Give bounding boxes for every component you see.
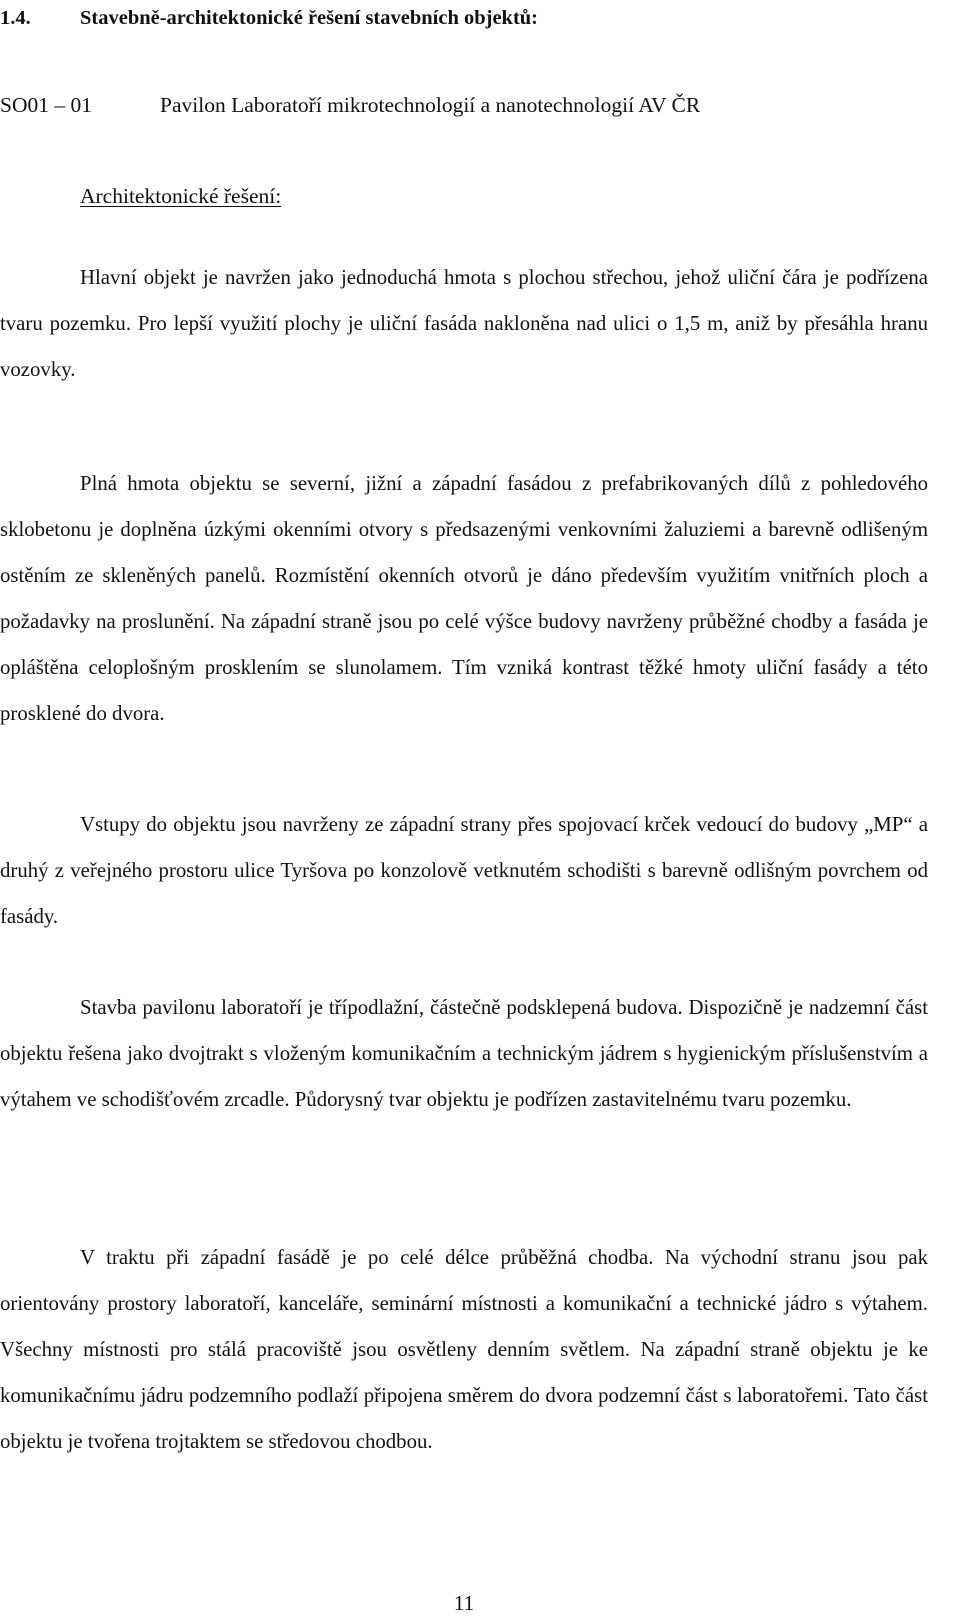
page-number: 11 <box>453 1591 475 1615</box>
paragraph: Stavba pavilonu laboratoří je třípodlažní, částečně podsklepená budova. Dispozičně je nadzemní část objektu řešena jako dvojtrakt s vloženým komunikačním a technickým jádrem s hygienickým příslušenstvím a výtahem ve schodišťovém zrcadle. Půdorysný tvar objektu je podřízen zastavitelnému tvaru pozemku. <box>0 996 928 1111</box>
section-title: Stavebně-architektonické řešení stavebních objektů: <box>80 7 539 29</box>
subheading: Architektonické řešení: <box>80 184 282 208</box>
paragraph: Hlavní objekt je navržen jako jednoduchá hmota s plochou střechou, jehož uliční čára je podřízena tvaru pozemku. Pro lepší využití plochy je uliční fasáda nakloněna nad ulici o 1,5 m, aniž by přesáhla hranu vozovky. <box>0 266 928 381</box>
section-heading <box>0 3 538 33</box>
paragraph: Plná hmota objektu se severní, jižní a západní fasádou z prefabrikovaných dílů z pohledového sklobetonu je doplněna úzkými okenními otvory s předsazenými venkovními žaluziemi a barevně odlišeným ostěním ze skleněných panelů. Rozmístění okenních otvorů je dáno především využitím vnitřních ploch a požadavky na proslunění. Na západní straně jsou po celé výšce budovy navrženy průběžné chodby a fasáda je opláštěna celoplošným prosklením se slunolamem. Tím vzniká kontrast těžké hmoty uliční fasády a této prosklené do dvora. <box>0 472 928 725</box>
paragraph: V traktu při západní fasádě je po celé délce průběžná chodba. Na východní stranu jsou pak orientovány prostory laboratoří, kanceláře, seminární místnosti a komunikační a technické jádro s výtahem. Všechny místnosti pro stálá pracoviště jsou osvětleny denním světlem. Na západní straně objektu je ke komunikačnímu jádru podzemního podlaží připojena směrem do dvora podzemní část s laboratořemi. Tato část objektu je tvořena trojtaktem se středovou chodbou. <box>0 1246 928 1453</box>
object-line <box>0 90 700 120</box>
object-name: Pavilon Laboratoří mikrotechnologií a nanotechnologií AV ČR <box>160 93 701 117</box>
section-number: 1.4. <box>0 7 31 29</box>
object-code: SO01 – 01 <box>0 93 92 117</box>
paragraph: Vstupy do objektu jsou navrženy ze západní strany přes spojovací krček vedoucí do budovy „MP“ a druhý z veřejného prostoru ulice Tyršova po konzolově vetknutém schodišti s barevně odlišným povrchem od fasády. <box>0 813 928 928</box>
